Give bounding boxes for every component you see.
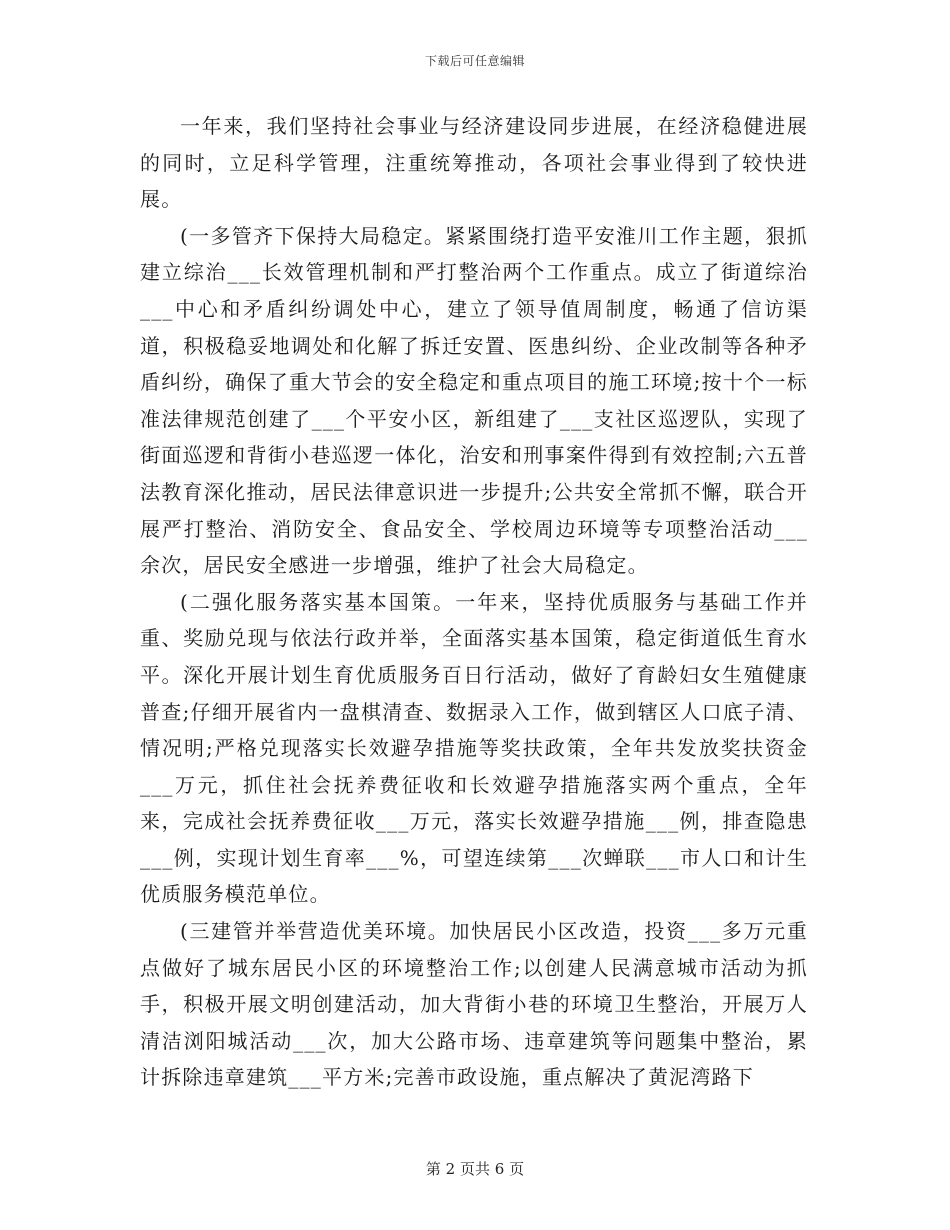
paragraph-services: (二强化服务落实基本国策。一年来，坚持优质服务与基础工作并重、奖励兑现与依法行政并举，全面落实基本国策，稳定街道低生育水平。深化开展计划生育优质服务百日行活动，做好了育龄妇女生殖健康普查;仔细开展省内一盘棋清查、数据录入工作，做到辖区人口底子清、情况明;严格兑现落实长效避孕措施等奖扶政策，全年共发放奖扶资金___万元，抓住社会抚养费征收和长效避孕措施落实两个重点，全年来，完成社会抚养费征收___万元，落实长效避孕措施___例，排查隐患___例，实现计划生育率___%，可望连续第___次蝉联___市人口和计生优质服务模范单位。	[140, 589, 808, 907]
page-footer: 第 2 页共 6 页	[425, 1160, 525, 1178]
page-header: 下载后可任意编辑	[424, 54, 525, 68]
paragraph-stability: (一多管齐下保持大局稳定。紧紧围绕打造平安淮川工作主题，狠抓建立综治___长效管理机制和严打整治两个工作重点。成立了街道综治___中心和矛盾纠纷调处中心，建立了领导值周制度，畅通了信访渠道，积极稳妥地调处和化解了拆迁安置、医患纠纷、企业改制等各种矛盾纠纷，确保了重大节会的安全稳定和重点项目的施工环境;按十个一标准法律规范创建了___个平安小区，新组建了___支社区巡逻队，实现了街面巡逻和背街小巷巡逻一体化，治安和刑事案件得到有效控制;六五普法教育深化推动，居民法律意识进一步提升;公共安全常抓不懈，联合开展严打整治、消防安全、食品安全、学校周边环境等专项整治活动___余次，居民安全感进一步增强，维护了社会大局稳定。	[140, 223, 808, 578]
document-body	[140, 108, 808, 1096]
paragraph-intro: 一年来，我们坚持社会事业与经济建设同步进展，在经济稳健进展的同时，立足科学管理，注重统筹推动，各项社会事业得到了较快进展。	[140, 114, 808, 212]
paragraph-environment: (三建管并举营造优美环境。加快居民小区改造，投资___多万元重点做好了城东居民小区的环境整治工作;以创建人民满意城市活动为抓手，积极开展文明创建活动，加大背街小巷的环境卫生整治，开展万人清洁浏阳城活动___次，加大公路市场、违章建筑等问题集中整治，累计拆除违章建筑___平方米;完善市政设施，重点解决了黄泥湾路下	[140, 919, 808, 1090]
